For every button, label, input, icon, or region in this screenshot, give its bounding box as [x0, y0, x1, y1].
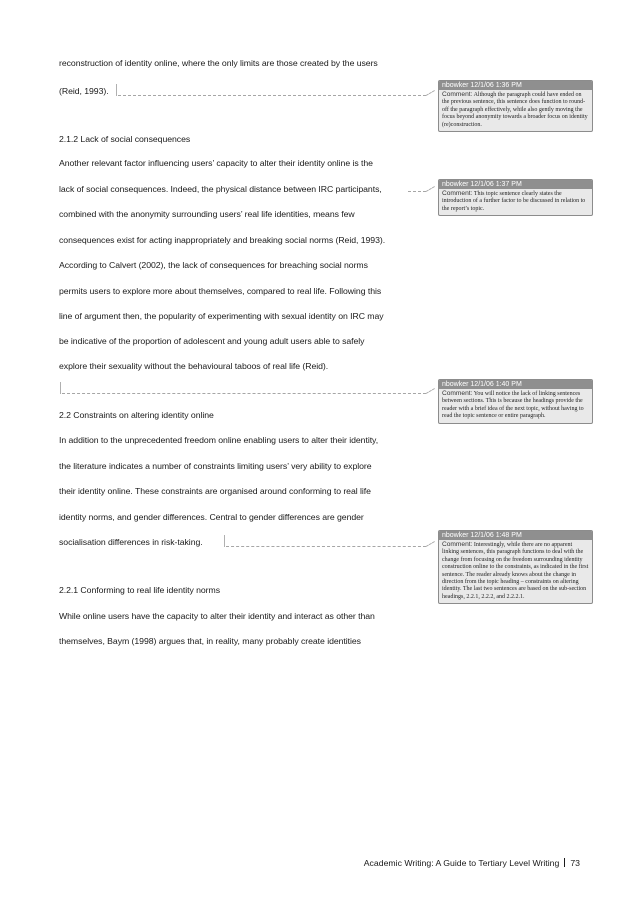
comment-header: nbowker 12/1/06 1:48 PM: [439, 531, 592, 540]
comment-header: nbowker 12/1/06 1:37 PM: [439, 180, 592, 189]
comment-label: Comment:: [442, 541, 473, 548]
comment-leader-line: [118, 95, 426, 96]
body-text-line: their identity online. These constraints are organised around conforming to real life: [59, 486, 371, 496]
comment-leader-line: [226, 546, 426, 547]
review-comment[interactable]: [438, 80, 593, 132]
comment-leader-line: [426, 541, 435, 547]
body-text-line: In addition to the unprecedented freedom online enabling users to alter their identity,: [59, 435, 379, 445]
comment-leader-line: [62, 393, 426, 394]
comment-body: [439, 90, 592, 131]
comment-text: You will notice the lack of linking sentences between sections. This is because the headings provide the reader with a brief idea of the next topic, without having to read the topic sentence or entire paragraph.: [442, 391, 584, 420]
comment-header: nbowker 12/1/06 1:40 PM: [439, 380, 592, 389]
review-comment[interactable]: [438, 379, 593, 424]
page-footer: [364, 858, 580, 868]
section-heading: 2.2.1 Conforming to real life identity norms: [59, 585, 221, 595]
review-comment[interactable]: [438, 530, 593, 604]
comment-label: Comment:: [442, 190, 473, 197]
comment-body: [439, 540, 592, 603]
body-text-line: identity norms, and gender differences. Central to gender differences are gender: [59, 512, 364, 522]
body-text-line: (Reid, 1993).: [59, 86, 109, 96]
comment-label: Comment:: [442, 91, 473, 98]
section-heading: 2.1.2 Lack of social consequences: [59, 134, 191, 144]
body-text-line: According to Calvert (2002), the lack of consequences for breaching social norms: [59, 260, 368, 270]
comment-leader-line: [426, 90, 435, 96]
body-text-line: explore their sexuality without the behavioural taboos of real life (Reid).: [59, 361, 329, 371]
comment-anchor-marker: [224, 535, 225, 547]
comment-anchor-marker: [116, 84, 117, 96]
comment-anchor-marker: [60, 382, 61, 394]
body-text-line: While online users have the capacity to alter their identity and interact as other than: [59, 611, 375, 621]
body-text-line: consequences exist for acting inappropriately and breaking social norms (Reid, 1993).: [59, 235, 386, 245]
body-text-line: socialisation differences in risk-taking.: [59, 537, 203, 547]
footer-separator: [564, 858, 565, 867]
comment-body: [439, 389, 592, 423]
body-text-line: be indicative of the proportion of adolescent and young adult users able to safely: [59, 336, 365, 346]
body-text-line: Another relevant factor influencing users’ capacity to alter their identity online is the: [59, 158, 373, 168]
section-heading: 2.2 Constraints on altering identity online: [59, 410, 214, 420]
comment-leader-line: [426, 186, 435, 192]
footer-title: Academic Writing: A Guide to Tertiary Level Writing: [363, 858, 560, 868]
comment-text: Although the paragraph could have ended on the previous sentence, this sentence does function to round-off the paragraph effectively, while also gently moving the focus beyond anonymity towards a broader focus on identity (re)construction.: [442, 92, 588, 128]
comment-text: Interestingly, while there are no apparent linking sentences, this paragraph functions to deal with the change from focusing on the freedom surrounding identity construction online to the constraints, as indicated in the first sentence. The reader already knows about the change in direction from the topic heading – constraints on altering identity. The last two sentences are based on the sub-section headings, 2.2.1, 2.2.2, and 2.2.2.1.: [442, 542, 589, 600]
comment-text: This topic sentence clearly states the introduction of a further factor to be discussed in relation to the report’s topic.: [442, 191, 586, 212]
comment-leader-line: [408, 191, 426, 192]
comment-body: [439, 189, 592, 215]
review-comment[interactable]: [438, 179, 593, 216]
body-text-line: combined with the anonymity surrounding users’ real life identities, means few: [59, 209, 355, 219]
comment-leader-line: [426, 388, 435, 394]
body-text-line: themselves, Baym (1998) argues that, in reality, many probably create identities: [59, 636, 361, 646]
body-text-line: reconstruction of identity online, where the only limits are those created by the users: [59, 58, 378, 68]
comment-header: nbowker 12/1/06 1:36 PM: [439, 81, 592, 90]
comment-label: Comment:: [442, 390, 473, 397]
body-text-line: line of argument then, the popularity of experimenting with sexual identity on IRC may: [59, 311, 384, 321]
body-text-line: permits users to explore more about themselves, compared to real life. Following this: [59, 286, 382, 296]
body-text-line: the literature indicates a number of constraints limiting users’ very ability to explore: [59, 461, 372, 471]
page-number: 73: [570, 858, 580, 868]
body-text-line: lack of social consequences. Indeed, the physical distance between IRC participants,: [59, 184, 382, 194]
